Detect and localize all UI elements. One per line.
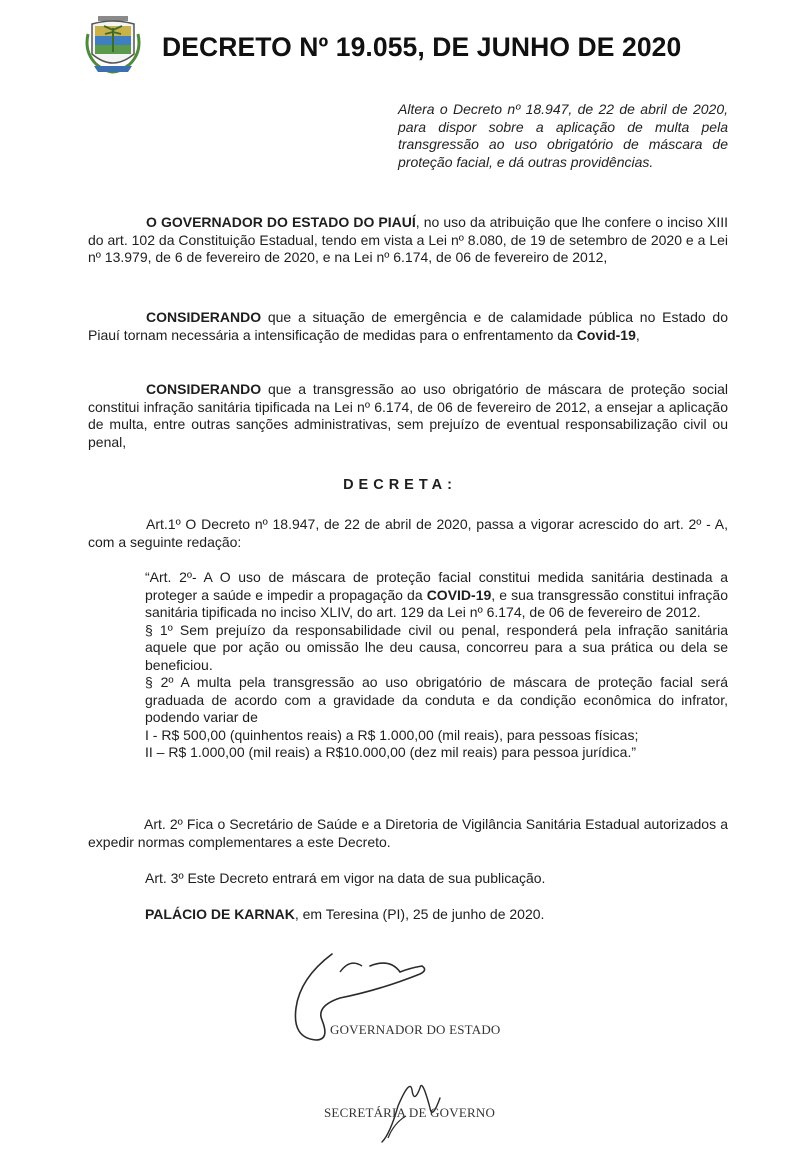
decreta-heading: DECRETA: xyxy=(343,477,457,493)
considerando-1-paragraph xyxy=(88,309,728,344)
covid-term: Covid-19 xyxy=(576,326,636,343)
art-2a-text-start: “Art. 2º- A O uso de máscara de proteção facial constitui medida sanitária destinada a proteger a saúde e impedir a propagação da xyxy=(145,569,728,603)
inciso-1: I - R$ 500,00 (quinhentos reais) a R$ 1.000,00 (mil reais), para pessoas físicas; xyxy=(145,726,639,743)
governor-signature-label: GOVERNADOR DO ESTADO xyxy=(330,1022,501,1037)
inciso-2: II – R$ 1.000,00 (mil reais) a R$10.000,00 (dez mil reais) para pessoa jurídica.” xyxy=(145,744,637,760)
considerando-2-paragraph xyxy=(88,381,728,451)
document-header xyxy=(84,14,764,78)
article-1: Art.1º O Decreto nº 18.947, de 22 de abril de 2020, passa a vigorar acrescido do art. 2º - A, com a seguinte redação: xyxy=(88,516,728,550)
closing-line xyxy=(145,906,544,922)
ementa-summary: Altera o Decreto nº 18.947, de 22 de abril de 2020, para dispor sobre a aplicação de multa pela transgressão ao uso obrigatório de máscara de proteção facial, e dá outras providências. xyxy=(398,101,728,170)
palace-name: PALÁCIO DE KARNAK xyxy=(145,906,295,922)
art-2a-caput xyxy=(145,569,728,622)
secretary-signature-label: SECRETÁRIA DE GOVERNO xyxy=(324,1105,496,1120)
considerando-1-end: , xyxy=(635,326,640,343)
article-2: Art. 2º Fica o Secretário de Saúde e a Diretoria de Vigilância Sanitária Estadual autorizados a expedir normas complementares a este Decreto. xyxy=(88,816,728,850)
paragraph-2: § 2º A multa pela transgressão ao uso obrigatório de máscara de proteção facial será graduada de acordo com a gravidade da conduta e da condição econômica do infrator, podendo variar de xyxy=(145,674,728,725)
decree-title: DECRETO Nº 19.055, DE JUNHO DE 2020 xyxy=(162,32,682,62)
quoted-art-2a xyxy=(145,569,728,762)
paragraph-1: § 1º Sem prejuízo da responsabilidade civil ou penal, responderá pela infração sanitária aquele que por ação ou omissão lhe deu causa, concorreu para a sua prática ou dela se beneficiou. xyxy=(145,621,728,673)
considerando-2-text: que a transgressão ao uso obrigatório de máscara de proteção social constitui infração sanitária tipificada na Lei nº 6.174, de 06 de fevereiro de 2012, a ensejar a aplicação de multa, entre outras sanções administrativas, sem prejuízo de eventual responsabilização civil ou penal, xyxy=(88,381,728,450)
preamble-paragraph xyxy=(88,214,728,267)
considerando-2-keyword: CONSIDERANDO xyxy=(146,381,262,397)
covid-term-quote: COVID-19 xyxy=(426,586,492,603)
considerando-1-keyword: CONSIDERANDO xyxy=(146,309,262,325)
piaui-state-coat-of-arms-icon xyxy=(84,14,142,76)
closing-date: , em Teresina (PI), 25 de junho de 2020. xyxy=(294,906,545,922)
art-2a-text-end: , e sua transgressão constitui infração sanitária tipificada no inciso XLIV, do art. 129 da Lei nº 6.174, de 06 de fevereiro de 2012. xyxy=(145,586,728,620)
preamble-text: , no uso da atribuição que lhe confere o inciso XIII do art. 102 da Constituição Estadual, tendo em vista a Lei nº 8.080, de 19 de setembro de 2020 e a Lei nº 13.979, de 6 de fevereiro de 2020, e na Lei nº 6.174, de 06 de fevereiro de 2012, xyxy=(88,214,729,265)
considerando-1-text: que a situação de emergência e de calamidade pública no Estado do Piauí tornam necessária a intensificação de medidas para o enfrentamento da xyxy=(88,309,728,343)
article-3: Art. 3º Este Decreto entrará em vigor na data de sua publicação. xyxy=(145,870,546,886)
governor-heading: O GOVERNADOR DO ESTADO DO PIAUÍ xyxy=(146,214,416,230)
